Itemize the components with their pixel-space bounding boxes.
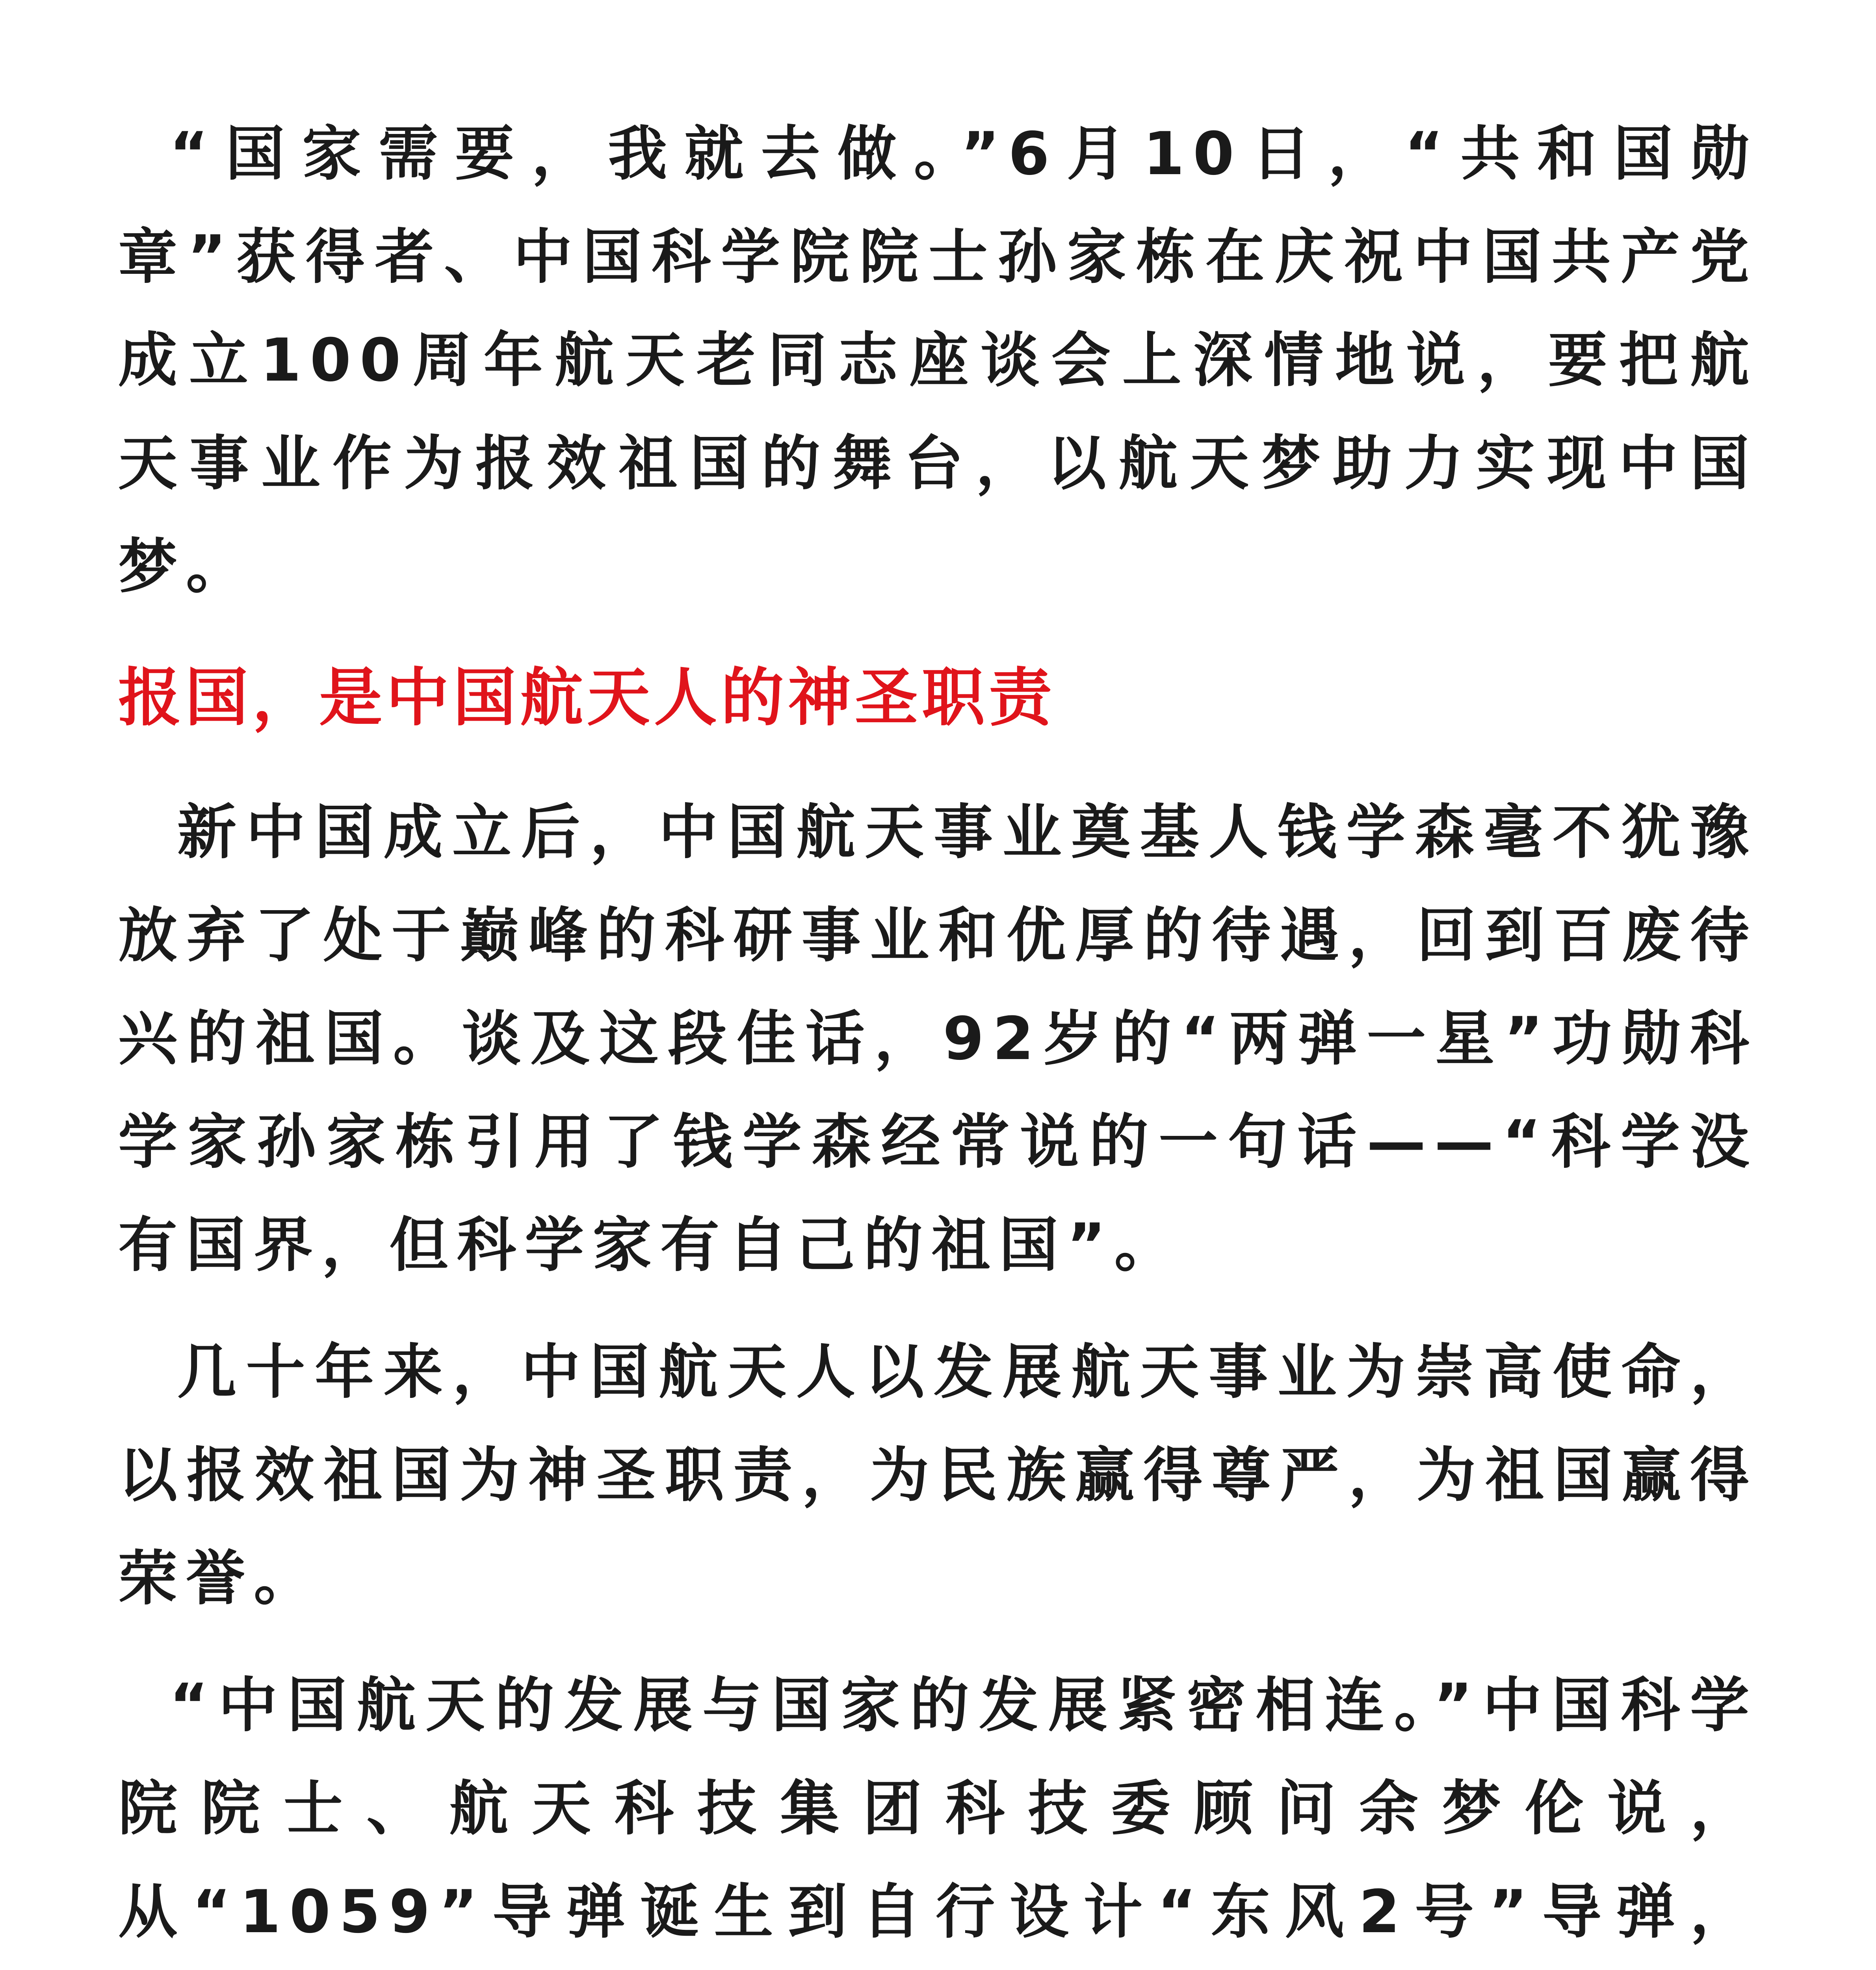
section-heading: 报国，是中国航天人的神圣职责 <box>118 661 1056 734</box>
paragraph-intro: “国家需要，我就去做。”6月10日，“共和国勋章”获得者、中国科学院院士孙家栋在庆祝中国共产党成立100周年航天老同志座谈会上深情地说，要把航天事业作为报效祖国的舞台，以航天梦助力实现中国梦。 <box>118 120 1758 601</box>
paragraph-mission: 几十年来，中国航天人以发展航天事业为崇高使命，以报效祖国为神圣职责，为民族赢得尊严，为祖国赢得荣誉。 <box>118 1338 1758 1613</box>
paragraph-qian-xuesen: 新中国成立后，中国航天事业奠基人钱学森毫不犹豫放弃了处于巅峰的科研事业和优厚的待遇，回到百废待兴的祖国。谈及这段佳话，92岁的“两弹一星”功勋科学家孙家栋引用了钱学森经常说的一句话——“科学没有国界，但科学家有自己的祖国”。 <box>118 798 1758 1280</box>
paragraph-yu-menglun: “中国航天的发展与国家的发展紧密相连。”中国科学院院士、航天科技集团科技委顾问余梦伦说，从“1059”导弹诞生到自行设计“东风2号”导弹， <box>118 1671 1758 1946</box>
